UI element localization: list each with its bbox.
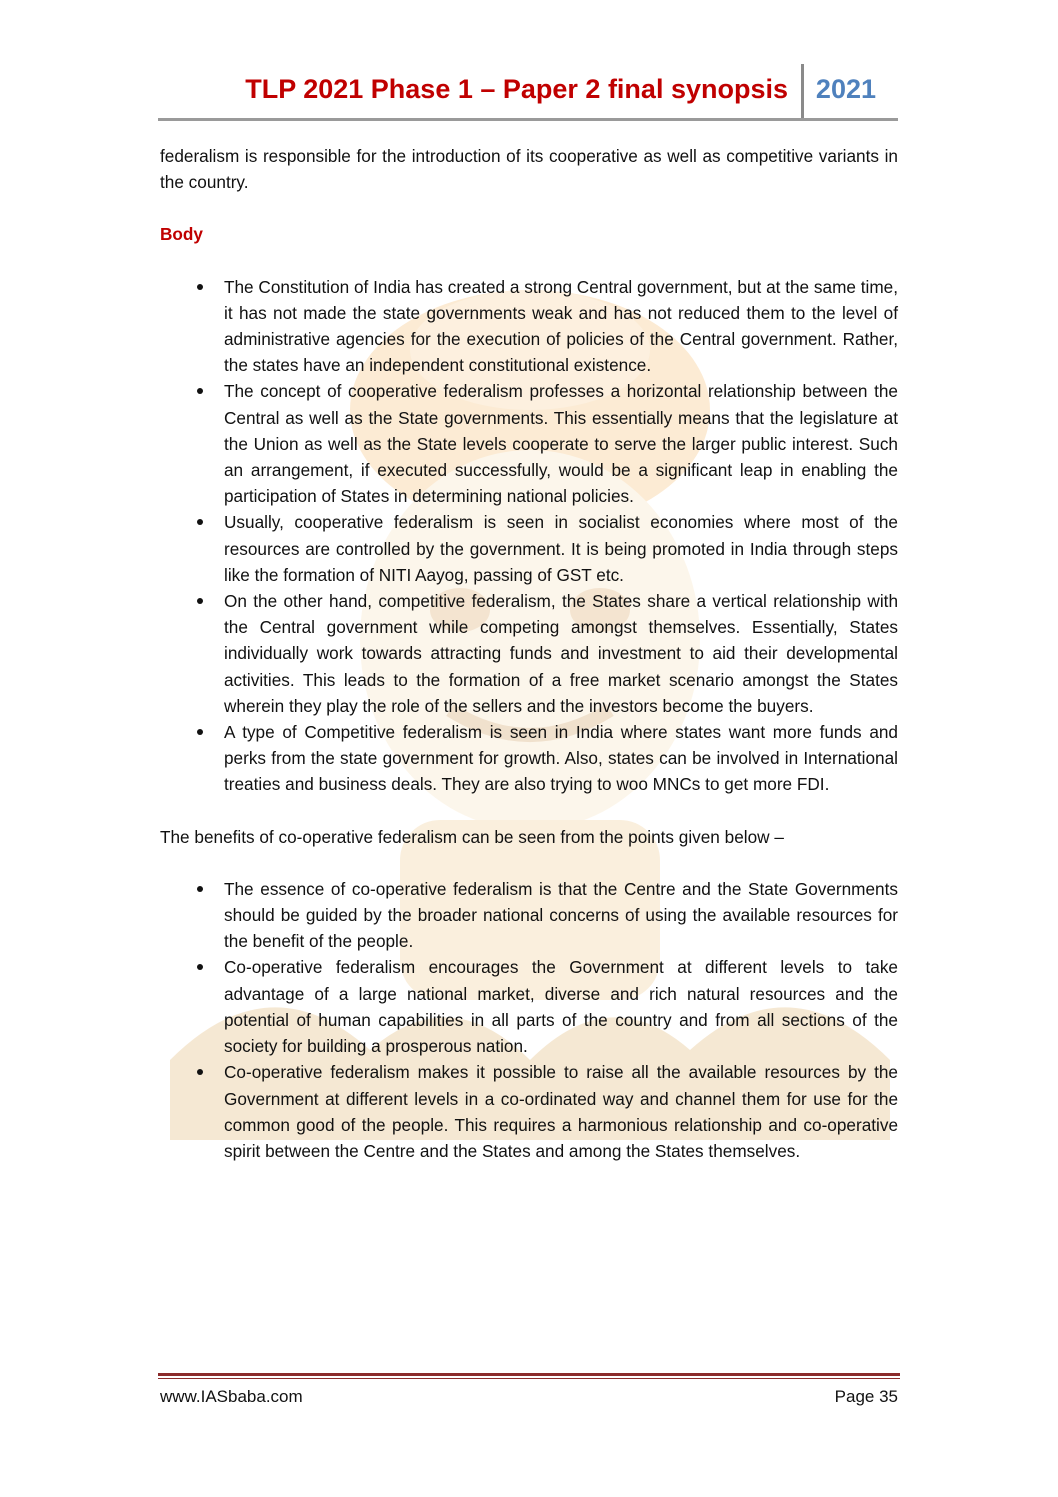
page-content (160, 143, 898, 1164)
document-year: 2021 (815, 74, 876, 104)
section-heading-body: Body (160, 224, 203, 245)
spacer (160, 798, 898, 824)
bullet-icon (197, 886, 203, 892)
document-title: TLP 2021 Phase 1 – Paper 2 final synopsis (245, 74, 788, 104)
footer-rule (158, 1373, 900, 1376)
list-item: Co-operative federalism makes it possible to raise all the available resources by the Government at different levels in a co-ordinated way and channel them for use for the common good of the people. This requires a harmonious relationship and co-operative spirit between the Centre and the States and among the States themselves. (160, 1059, 898, 1164)
page-number: Page 35 (834, 1387, 898, 1406)
body-bullet-list (160, 274, 898, 798)
list-item: The Constitution of India has created a strong Central government, but at the same time, it has not made the state governments weak and has not reduced them to the level of administrative agencies for the execution of policies of the Central government. Rather, the states have an independent constitutional existence. (160, 274, 898, 379)
list-item: On the other hand, competitive federalism, the States share a vertical relationship with the Central government while competing amongst themselves. Essentially, States individually work towards attracting funds and investment to aid their developmental activities. This leads to the formation of a free market scenario amongst the States wherein they play the role of the sellers and the investors become the buyers. (160, 588, 898, 719)
footer-rule-thin (158, 1378, 900, 1379)
list-item: Co-operative federalism encourages the Government at different levels to take advantage of a large national market, diverse and rich natural resources and the potential of human capabilities in all parts of the country and from all sections of the society for building a prosperous nation. (160, 954, 898, 1059)
intro-paragraph: federalism is responsible for the introduction of its cooperative as well as competitive variants in the country. (160, 146, 898, 193)
bullet-icon (197, 964, 203, 970)
bullet-icon (197, 284, 203, 290)
bullet-icon (197, 1069, 203, 1075)
list-item: The essence of co-operative federalism is that the Centre and the State Governments should be guided by the broader national concerns of using the available resources for the benefit of the people. (160, 876, 898, 955)
list-item: The concept of cooperative federalism professes a horizontal relationship between the Central as well as the State governments. This essentially means that the legislature at the Union as well as the State levels cooperate to serve the larger public interest. Such an arrangement, if executed successfully, would be a significant leap in enabling the participation of States in determining national policies. (160, 378, 898, 509)
bullet-icon (197, 519, 203, 525)
page-header (158, 64, 898, 121)
header-separator (801, 64, 804, 118)
bullet-icon (197, 388, 203, 394)
benefits-intro: The benefits of co-operative federalism can be seen from the points given below – (160, 826, 784, 847)
spacer (160, 850, 898, 876)
benefits-bullet-list (160, 876, 898, 1164)
bullet-icon (197, 598, 203, 604)
page-footer (158, 1373, 900, 1406)
bullet-icon (197, 729, 203, 735)
list-item: A type of Competitive federalism is seen in India where states want more funds and perks from the state government for growth. Also, states can be involved in International treaties and business deals. They are also trying to woo MNCs to get more FDI. (160, 719, 898, 798)
footer-website-link[interactable]: www.IASbaba.com (160, 1387, 303, 1406)
list-item: Usually, cooperative federalism is seen in socialist economies where most of the resources are controlled by the government. It is being promoted in India through steps like the formation of NITI Aayog, passing of GST etc. (160, 509, 898, 588)
